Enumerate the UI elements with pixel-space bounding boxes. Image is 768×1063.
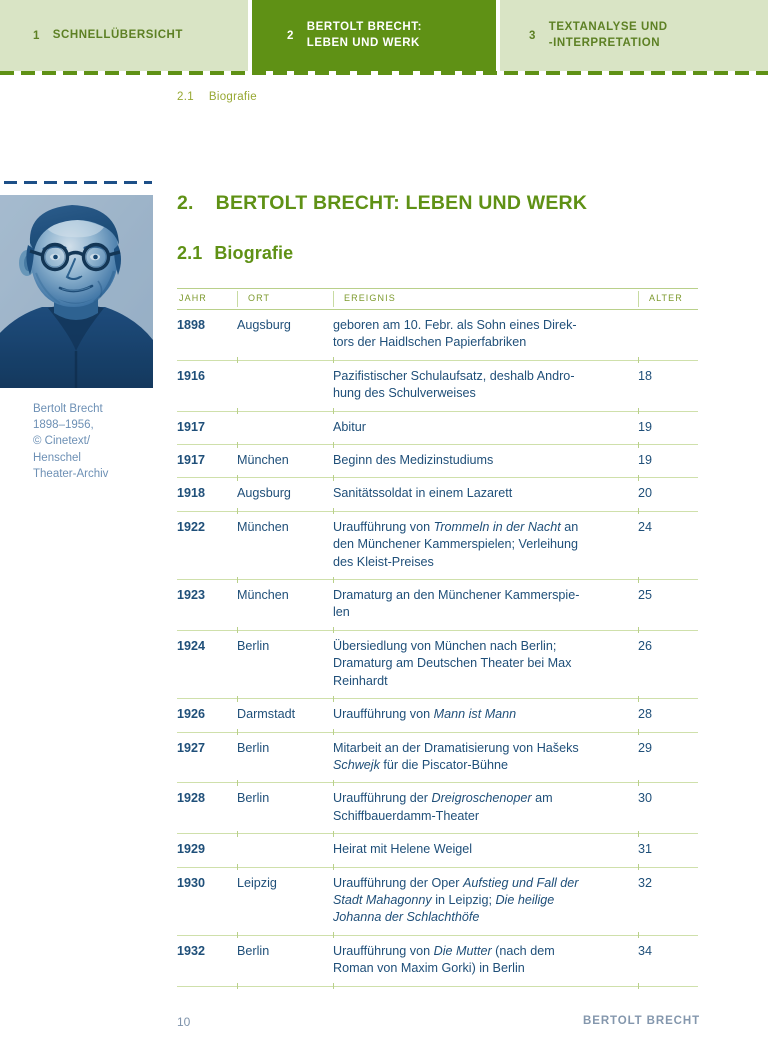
chapter-heading-title: BERTOLT BRECHT: LEBEN UND WERK xyxy=(215,192,588,214)
cell-alter: 31 xyxy=(638,834,698,867)
chapter-heading-number: 2. xyxy=(177,192,194,214)
cell-ort: Darmstadt xyxy=(237,699,333,732)
nav-tab-3-label: TEXTANALYSE UND -INTERPRETATION xyxy=(548,21,668,49)
table-row xyxy=(177,310,698,361)
nav-tab-3-number: 3 xyxy=(529,29,536,42)
figure-caption-line-5: Theater-Archiv xyxy=(33,467,109,480)
chapter-nav-bar xyxy=(0,0,768,71)
figure-caption-line-4: Henschel xyxy=(33,451,81,464)
cell-alter: 19 xyxy=(638,411,698,444)
cell-ort: Augsburg xyxy=(237,478,333,511)
cell-ereignis: Uraufführung von Mann ist Mann xyxy=(333,699,638,732)
cell-jahr: 1917 xyxy=(177,445,237,478)
cell-ereignis: Heirat mit Helene Weigel xyxy=(333,834,638,867)
cell-alter: 18 xyxy=(638,360,698,411)
cell-jahr: 1898 xyxy=(177,310,237,361)
cell-alter: 29 xyxy=(638,732,698,783)
nav-tab-1-number: 1 xyxy=(33,29,40,42)
cell-jahr: 1916 xyxy=(177,360,237,411)
cell-ereignis: Uraufführung von Die Mutter (nach dem Roman von Maxim Gorki) in Berlin xyxy=(333,935,638,986)
section-heading xyxy=(177,243,293,264)
cell-jahr: 1930 xyxy=(177,867,237,935)
cell-ort: Berlin xyxy=(237,732,333,783)
nav-tab-1-label: SCHNELLÜBERSICHT xyxy=(52,28,183,41)
chapter-heading xyxy=(177,192,587,215)
cell-ereignis: Abitur xyxy=(333,411,638,444)
table-row xyxy=(177,935,698,986)
cell-jahr: 1932 xyxy=(177,935,237,986)
table-row xyxy=(177,511,698,579)
cell-alter: 30 xyxy=(638,783,698,834)
figure-caption-line-3: © Cinetext/ xyxy=(33,435,91,448)
cell-jahr: 1917 xyxy=(177,411,237,444)
figure-dashed-rule xyxy=(4,181,152,184)
cell-alter: 28 xyxy=(638,699,698,732)
table-row xyxy=(177,478,698,511)
cell-alter: 24 xyxy=(638,511,698,579)
portrait-image-bertolt-brecht xyxy=(0,195,153,388)
cell-jahr: 1924 xyxy=(177,630,237,698)
cell-ereignis: Dramaturg an den Münchener Kammerspie- len xyxy=(333,580,638,631)
table-header-ort: ORT xyxy=(237,289,333,310)
cell-alter: 19 xyxy=(638,445,698,478)
cell-ereignis: Übersiedlung von München nach Berlin; Dramaturg am Deutschen Theater bei Max Reinhardt xyxy=(333,630,638,698)
nav-tab-2-label: BERTOLT BRECHT: LEBEN UND WERK xyxy=(306,21,422,49)
cell-ort: Augsburg xyxy=(237,310,333,361)
cell-ort: Berlin xyxy=(237,630,333,698)
page-number: 10 xyxy=(177,1015,191,1029)
cell-ort xyxy=(237,411,333,444)
cell-ort: Berlin xyxy=(237,935,333,986)
table-header-row xyxy=(177,289,698,310)
cell-alter: 20 xyxy=(638,478,698,511)
nav-tab-3-textanalyse[interactable] xyxy=(500,0,768,71)
figure-caption-line-2: 1898–1956, xyxy=(33,419,94,432)
cell-alter: 32 xyxy=(638,867,698,935)
cell-alter: 25 xyxy=(638,580,698,631)
table-row xyxy=(177,867,698,935)
cell-ereignis: Beginn des Medizinstudiums xyxy=(333,445,638,478)
cell-ereignis: Sanitätssoldat in einem Lazarett xyxy=(333,478,638,511)
table-header-jahr: JAHR xyxy=(177,289,237,310)
cell-jahr: 1918 xyxy=(177,478,237,511)
cell-alter: 34 xyxy=(638,935,698,986)
cell-ereignis: Uraufführung der Oper Aufstieg und Fall der Stadt Mahagonny in Leipzig; Die heilige Johanna der Schlachthöfe xyxy=(333,867,638,935)
section-heading-title: Biografie xyxy=(214,243,294,263)
cell-jahr: 1923 xyxy=(177,580,237,631)
running-head-number: 2.1 xyxy=(177,91,194,103)
nav-tab-2-bertolt-brecht[interactable] xyxy=(252,0,496,71)
nav-dashed-divider xyxy=(0,71,768,75)
section-heading-number: 2.1 xyxy=(177,243,203,263)
cell-ort: Leipzig xyxy=(237,867,333,935)
nav-tab-1-schnelluebersicht[interactable] xyxy=(0,0,248,71)
cell-jahr: 1927 xyxy=(177,732,237,783)
table-body xyxy=(177,310,698,987)
table-row xyxy=(177,580,698,631)
cell-jahr: 1922 xyxy=(177,511,237,579)
table-row xyxy=(177,699,698,732)
footer-book-title: BERTOLT BRECHT xyxy=(583,1015,700,1027)
cell-jahr: 1929 xyxy=(177,834,237,867)
table-row xyxy=(177,732,698,783)
table-row xyxy=(177,360,698,411)
biografie-table xyxy=(177,288,698,987)
table-row xyxy=(177,834,698,867)
table-header xyxy=(177,289,698,310)
cell-jahr: 1926 xyxy=(177,699,237,732)
cell-ort xyxy=(237,834,333,867)
cell-ereignis: Uraufführung der Dreigroschenoper am Schiffbauerdamm-Theater xyxy=(333,783,638,834)
figure-caption xyxy=(33,401,158,482)
cell-ereignis: Pazifistischer Schulaufsatz, deshalb Andro- hung des Schulverweises xyxy=(333,360,638,411)
table-row xyxy=(177,445,698,478)
nav-tab-2-number: 2 xyxy=(287,29,294,42)
cell-ereignis: geboren am 10. Febr. als Sohn eines Direk- tors der Haidlschen Papierfabriken xyxy=(333,310,638,361)
table-row xyxy=(177,411,698,444)
running-head xyxy=(177,91,257,103)
table-header-ereignis: EREIGNIS xyxy=(333,289,638,310)
figure-caption-line-1: Bertolt Brecht xyxy=(33,403,103,415)
table-row xyxy=(177,630,698,698)
table-row xyxy=(177,783,698,834)
cell-ort: München xyxy=(237,511,333,579)
table-header-alter: ALTER xyxy=(638,289,698,310)
cell-ort xyxy=(237,360,333,411)
running-head-label: Biografie xyxy=(208,91,257,103)
cell-alter xyxy=(638,310,698,361)
cell-alter: 26 xyxy=(638,630,698,698)
cell-jahr: 1928 xyxy=(177,783,237,834)
cell-ort: München xyxy=(237,580,333,631)
cell-ort: Berlin xyxy=(237,783,333,834)
cell-ereignis: Uraufführung von Trommeln in der Nacht an den Münchener Kammerspielen; Verleihung des Kleist-Preises xyxy=(333,511,638,579)
cell-ort: München xyxy=(237,445,333,478)
cell-ereignis: Mitarbeit an der Dramatisierung von Hašeks Schwejk für die Piscator-Bühne xyxy=(333,732,638,783)
